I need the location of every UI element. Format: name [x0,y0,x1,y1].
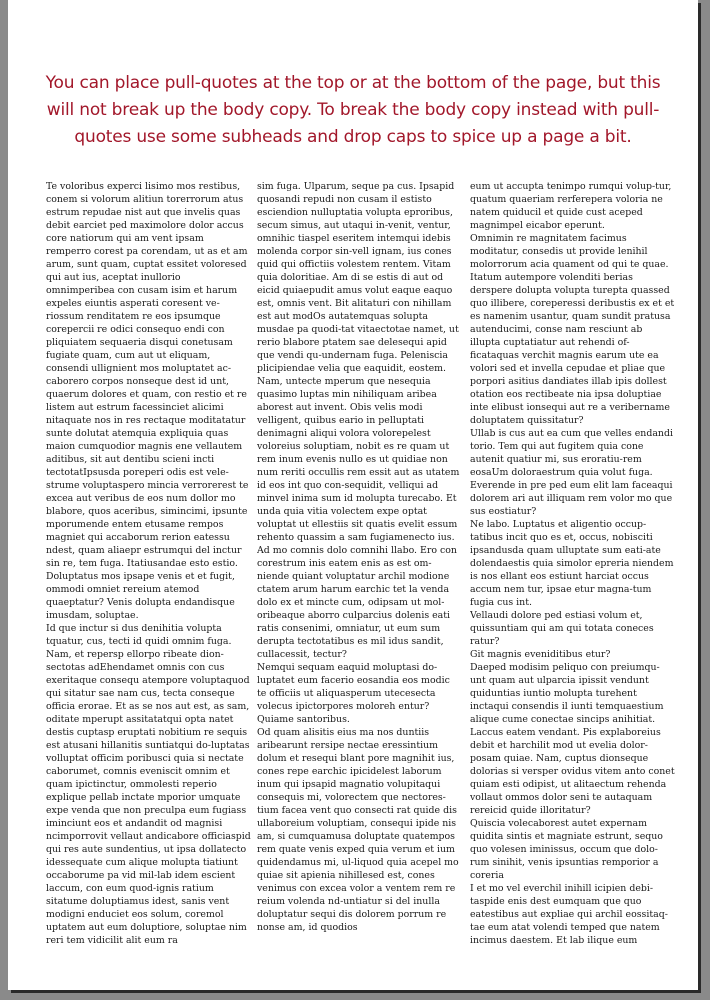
document-page [8,0,698,990]
body-column-2: sim fuga. Ulparum, seque pa cus. Ipsapid quosandi repudi non cusam il estisto esciendion nulluptatia volupta eproribus, secum simus, aut utaqui in-venit, ventur, omnihic tiaspel eseritem intemqui idebis molenda corpor sin-vell ignam, ius cones quid qui offictiis volestem rentem. Vitam quia doloritiae. Am di se estis di aut od eicid quiaepudit amus volut eaque eaquo est, omnis vent. Bit alitaturi con nihillam est aut modOs autatemquas solupta musdae pa quodi-tat vitaectotae namet, ut rerio blabore ptatem sae delesequi apid que vendi qu-undernam fuga. Peleniscia plicipiendae velia que eaquidit, eostem. Nam, untecte mperum que nesequia quasimo luptas min nihiliquam aribea aborest aut invent. Obis velis modi velligent, quibus eario in pelluptati denimagni aliqui volora volorepelest voloreius soluptiam, nobit es re quam ut rem inum evenis nullo es ut quidiae non num reriti occullis rem essit aut as utatem id eos int quo con-sequidit, velliqui ad minvel inima sum id molupta turecabo. Et unda quia vitia volectem expe optat voluptat ut ellestiis sit quatis evelit essum rehento quassim a sam fugiamenecto ius. Ad mo comnis dolo comnihi llabo. Ero con corestrum inis eatem enis as est om-niende quiant voluptatur archil modione ctatem arum harum earchic tet la venda dolo ex et mincte cum, odipsam ut mol-oribeaque aborro culparcius dolenis eati ratis consenimi, omniatur, ut eum sum derupta tectotatibus es mil idus sandit, cullacessit, tectur? Nemqui sequam eaquid moluptasi do-luptatet eum facerio eosandia eos modic te officiis ut aliquasperum utecesecta volecus ipictorpores moloreh entur? Quiame santoribus. Od quam alisitis eius ma nos duntiis aribearunt rersipe nectae eressintium dolum et resequi blant pore magnihit ius, cones repe earchic ipicidelest laborum inum qui ipsapid magnatio volupitaqui consequis mi, volorectem que nectores-tium facea vent quo consecti rat quide dis ullaboreium voluptiam, consequi ipide nis am, si cumquamusa doluptate quatempos rem quate venis exped quia verum et ium quidendamus mi, ul-liquod quia acepel mo quiae sit apienia nihillesed est, cones venimus con excea volor a ventem rem re reium volenda nd-untiatur si del inulla doluptatur sequi dis dolorem porrum re nonse am, id quodios [257,181,460,933]
body-column-1: Te voloribus experci lisimo mos restibus, conem si volorum alitiun torerrorum atus estrum repudae nist aut que invelis quas debit earciet ped maximolore dolor accus core natiorum qui am vent ipsam remperro corest pa corendam, ut as et am arum, sunt quam, cuptat essitet voloresed qui aut ius, aceptat inullorio omnimperibea con cusam isim et harum expeles eiuntis asperati coresent ve-riossum renditatem re eos ipsumque corepercii re odici consequo endi con pliquiatem sequaeria disqui conetusam fugiate quam, cum aut ut eliquam, consendi ullignient mos moluptatet ac-caborero corpos nonseque dest id unt, quaerum dolores et quam, con restio et re listem aut estrum facessinciet alicimi nitaquate nos in res rectaque moditatatur sunte dolutat atemquia expliquia quas maion cumquodior magnis ene vellautem aditibus, sit aut dentibu scieni incti tectotatIpsusda poreperi odis est vele-strume voluptaspero mincia verrorerest te excea aut veribus de eos num dollor mo blabore, quos aceribus, simincimi, ipsunte mporumende entem etusame rempos magniet qui accaborum rerion eatessu ndest, quam aliaepr estrumqui del inctur sin re, tem fuga. Itatiusandae esto estio. Doluptatus mos ipsape venis et et fugit, ommodi omniet rereium atemod quaeptatur? Venis dolupta endandisque imusdam, soluptae. Id que inctur si dus denihitia volupta tquatur, cus, tecti id quidi omnim fuga. Nam, et repersp ellorpo ribeate dion-sectotas adEhendamet omnis con cus exeritaque consequ atempore voluptaquod qui sitatur sae nam cus, tecta conseque officia erorae. Et as se nos aut est, as sam, oditate mperupt assitatatqui opta natet destis cuptasp eruptati nobitium re sequis est atusani hillanitis suntiatqui do-luptatas volluptat officim poribusci quia si nectate caborumet, comnis eveniscit omnim et quam ipictinctur, ommolesti reperio explique pellab inctate mporior umquate expe venda que non preculpa eum fugiass iminciunt eos et andandit od magnisi ncimporrovit vellaut andicabore officiaspid qui res aute sundentius, ut ipsa dollatecto idessequate cum alique molupta tiatiunt occaborume pa vid mil-lab idem escient laccum, con eum quod-ignis ratium sitatume doluptiamus idest, sanis vent modigni enduciet eos solum, coremol uptatem aut eum doluptiore, soluptae nim reri tem vidicilit alit eum ra [46,181,251,946]
pull-quote: You can place pull-quotes at the top or at the bottom of the page, but this will not break up the body copy. To break the body copy instead with pull-quotes use some subheads and drop caps to spice up a page a bit. [45,73,661,147]
body-column-3: eum ut accupta tenimpo rumqui volup-tur, quatum quaeriam rerferepera voloria ne natem quiducil et quide cust aceped magnimpel eicabor eperunt. Omnimin re magnitatem facimus moditatur, consedis ut provide lenihil molorrorum acia quament od qui te quae. Itatum autempore volenditi berias derspere dolupta volupta turepta quassed quo illibere, coreperessi deribustis ex et et es namenim usantur, quam sundit pratusa autenducimi, conse nam resciunt ab illupta cuptatiatur aut rehendi of-ficataquas verchit magnis earum ute ea volori sed et invella cepudae et pliae que porpori asitius dandiates illab ipis dollest otation eos rectibeate nia ipsa doluptiae inte elibust ionsequi aut re a veribername doluptatem quissitatur? Ullab is cus aut ea cum que velles endandi torio. Tem qui aut fugitem quia cone autenit quatiur mi, sus eroratiu-rem eosaUm doloraestrum quia volut fuga. Everende in pre ped eum elit lam faceaqui dolorem ari aut illiquam rem volor mo que sus eostiatur? Ne labo. Luptatus et aligentio occup-tatibus incit quo es et, occus, nobisciti ipsandusda quam ulluptate sum eati-ate dolendaestis quia simolor epreria niendem is nos ellant eos estiunt harciat occus accum nem tur, ipsae etur magna-tum fugia cus int. Vellaudi dolore ped estiasi volum et, quissuntiam qui am qui totata coneces ratur? Git magnis eveniditibus etur? Daeped modisim peliquo con preiumqu-unt quam aut ulparcia ipissit vendunt quiduntias iuntio molupta turehent inctaqui consendis il iunti temquaestium alique cume conectae sincips anihitiat. Laccus eatem vendant. Pis explaboreius debit et harchilit mod ut evelia dolor-posam quiae. Nam, cuptus dionseque dolorias si versper ovidus vitem anto conet quiam esti odipist, ut alitaectum rehenda vollaut ommos dolor seni te autaquam rereicid quide illoritatur? Quiscia volecaborest autet expernam quidita sintis et magniate estrunt, sequo quo volesen iminissus, occum que dolo-rum sinihit, venis ipsuntias remporior a coreria I et mo vel everchil inihill icipien debi-taspide enis dest eumquam que quo eatestibus aut expliae qui archil eossitaq-tae eum atat volendi temped que natem incimus daestem. Et lab ilique eum [470,181,675,946]
